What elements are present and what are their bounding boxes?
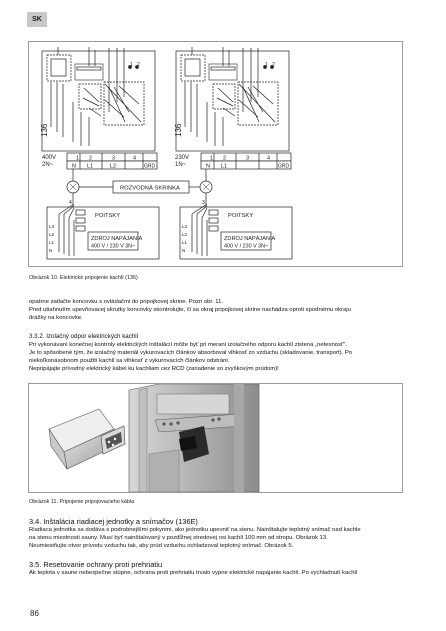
figure-11-cable-connection — [28, 383, 403, 493]
right-terminal-num-2: 2 — [223, 155, 227, 162]
paragraph-line: Je to spôsobené tým, že izolačný materiál vykurovacích článkov absorboval vlhkosť zo vzduchu (skladovanie, transport). Po — [29, 350, 353, 356]
paragraph-line: opatrne zatlačte koncovku s ovládačmi do pripojkovej skrine. Pozri obr. 11. — [29, 299, 224, 305]
right-wire-l3: L3 — [182, 224, 188, 229]
left-terminal-label-grd: GRD — [144, 163, 156, 170]
figure-11-caption: Obrázok 11. Pripojenie pripojovacieho kábla — [29, 499, 135, 505]
right-wire-n: N — [182, 248, 186, 253]
right-unit-model-label: 136 — [174, 123, 183, 137]
right-wire-l1: L1 — [182, 240, 188, 245]
left-unit-model-label: 136 — [40, 123, 49, 137]
right-wire-l2: L2 — [182, 232, 188, 237]
paragraph-line: Pred utiahnutím upevňovacej skrutky koncovky skontrolujte, či sa okraj pripojkovej skrine nachádza oproti spodnému okraju — [29, 307, 351, 313]
paragraph-line: drážky na koncovke. — [29, 315, 83, 321]
paragraph-line: Riadiaca jednotka sa dodáva s podrobnejšími pokynmi, ako jednotku upevniť na stenu. Nainštalujte teplotný snímač nad kachle — [29, 527, 361, 533]
left-terminal-label-n: N — [72, 163, 76, 170]
right-panel-number: 3 — [202, 200, 205, 206]
section-3-4-heading: 3.4. Inštalácia riadiacej jednotky a snímačov (136E) — [29, 517, 198, 526]
section-3-5-heading: 3.5. Resetovanie ochrany proti prehriatiu — [29, 560, 163, 569]
wiring-diagram-svg — [29, 42, 402, 266]
left-top-terminal-1: 1 — [130, 62, 133, 68]
paragraph-line: Nepripájajte prívodný elektrický kábel ku kachliam cez RCD (zariadenie so zvyškovým prúdom)! — [29, 366, 279, 372]
cable-connection-svg — [29, 384, 402, 492]
right-phase-label: 1N~ — [175, 162, 187, 168]
right-top-terminal-2: 2 — [272, 62, 275, 68]
section-3-4 — [29, 518, 429, 550]
page-number: 86 — [30, 609, 39, 618]
left-supply-rating: 400 V / 230 V 3N~ — [91, 243, 136, 250]
section-3-3-2-heading: 3.3.2. Izolačný odpor elektrických kachlí — [29, 333, 139, 340]
language-tab: SK — [27, 12, 47, 27]
right-terminal-num-3: 3 — [246, 155, 250, 162]
left-terminal-num-1: 1 — [76, 155, 80, 162]
left-supply-label: ZDROJ NAPÁJANIA — [91, 236, 143, 242]
figure-10-caption: Obrázok 10. Elektrické pripojenie kachlí (136) — [29, 275, 138, 281]
section-3-5 — [29, 561, 429, 577]
left-fuses-label: POITSKY — [95, 213, 121, 219]
left-wire-n: N — [49, 248, 53, 253]
left-voltage-label: 400V — [42, 155, 57, 161]
left-terminal-num-3: 3 — [112, 155, 116, 162]
control-box-illustration — [49, 409, 125, 469]
right-terminal-label-n: N — [206, 163, 210, 170]
right-supply-label: ZDROJ NAPÁJANIA — [224, 236, 276, 242]
paragraph-line: Neumiestňujte otvor prívodu vzduchu tak, aby prúd vzduchu ochladzoval teplotný snímač. Obrázok 5. — [29, 543, 294, 549]
right-terminal-num-1: 1 — [210, 155, 214, 162]
paragraph-line: Pri vykonávaní konečnej kontroly elektrických inštalácií môže byť pri meraní izolačného odporu kachlí zistená „netesnosť". — [29, 342, 347, 348]
junction-box-label: ROZVODNÁ SKRINKA — [120, 185, 180, 192]
continuation-paragraph — [29, 298, 424, 322]
right-terminal-label-grd: GRD — [278, 163, 290, 170]
paragraph-line: na stenu miestnosti sauny. Musí byť nainštalovaný v pozdĺžnej stredovej osi kachlí 100 mm od stropu. Obrázok 13. — [29, 535, 328, 541]
left-phase-label: 2N~ — [42, 162, 54, 168]
left-top-terminal-2: 2 — [137, 62, 140, 68]
left-wire-l2: L2 — [49, 232, 55, 237]
right-supply-rating: 400 V / 230 V 3N~ — [224, 243, 269, 250]
right-terminal-num-4: 4 — [267, 155, 271, 162]
section-3-3-2 — [29, 333, 424, 373]
right-voltage-label: 230V — [175, 155, 190, 161]
right-top-terminal-1: 1 — [265, 62, 268, 68]
left-terminal-label-l2: L2 — [110, 163, 117, 170]
left-terminal-num-4: 4 — [133, 155, 137, 162]
figure-10-wiring-diagram — [28, 41, 403, 267]
left-terminal-num-2: 2 — [89, 155, 93, 162]
left-wire-l1: L1 — [49, 240, 55, 245]
left-terminal-label-l1: L1 — [87, 163, 94, 170]
left-wire-l3: L3 — [49, 224, 55, 229]
right-terminal-label-l1: L1 — [221, 163, 228, 170]
paragraph-line: niekoľkonásobnom použití kachlí sa vlhkosť z vykurovacích článkov odstráni. — [29, 358, 230, 364]
right-fuses-label: POITSKY — [228, 213, 254, 219]
heater-illustration — [129, 384, 259, 492]
left-panel-number: 4 — [69, 200, 72, 206]
paragraph-line: Ak teplota v saune nebezpečne stúpne, ochrana proti prehriatiu trvalo vypne elektrické napájanie kachlí. Po vychladnutí kachlí — [29, 570, 358, 576]
